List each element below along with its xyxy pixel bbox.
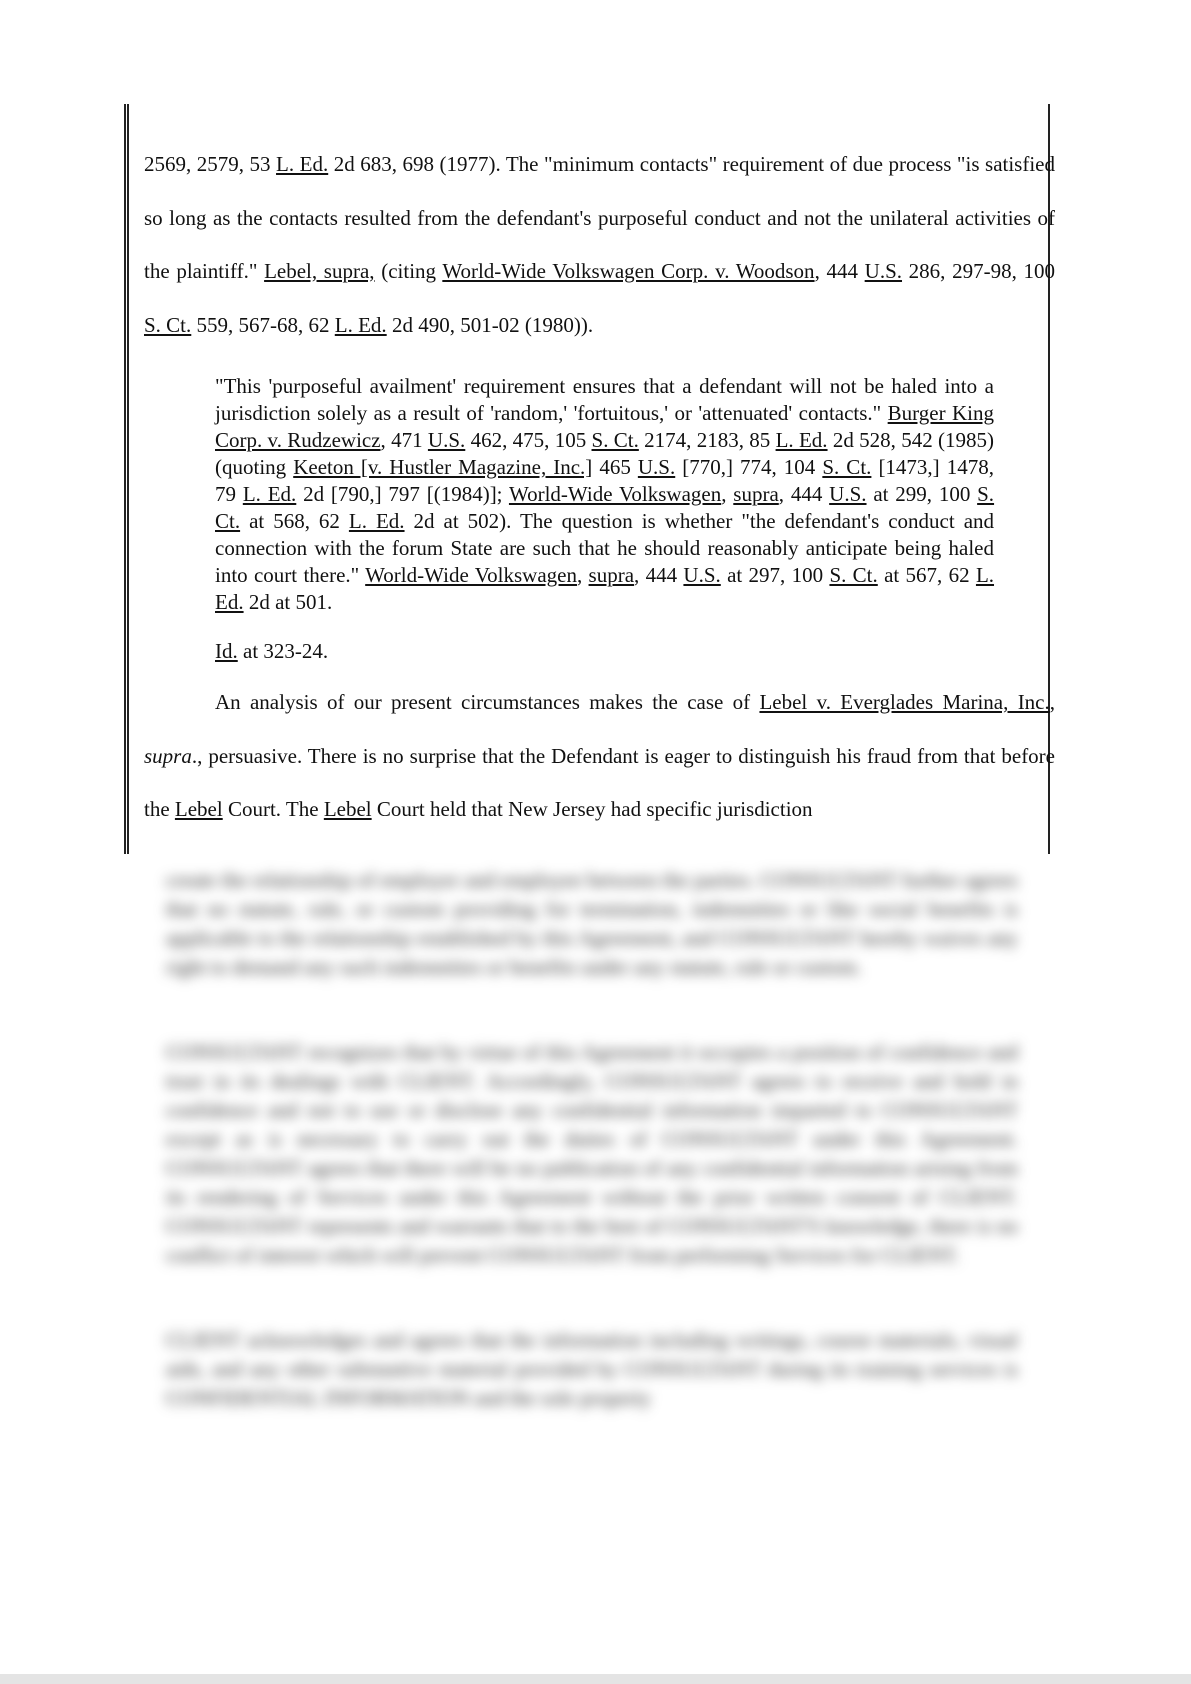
text-run: at 567, 62	[877, 563, 976, 587]
text-run: , 444	[778, 482, 830, 506]
text-run: , 444	[634, 563, 684, 587]
text-run: ,	[721, 482, 734, 506]
text-run: 2d 683, 698 (1977). The "minimum contacts" requirement of due process "is satisfied so long as the contacts resulted from the defendant's purposeful conduct and not the unilateral activities of the plaintiff."	[144, 152, 1056, 283]
citation-link[interactable]: Keeton [v. Hustler Magazine, Inc.]	[293, 455, 593, 479]
legal-excerpt	[124, 104, 1056, 854]
text-run: at 323-24.	[237, 639, 329, 663]
paragraph-lebel-analysis	[144, 676, 1055, 837]
citation-link[interactable]: U.S.	[864, 259, 903, 283]
citation-link[interactable]: L. Ed.	[334, 312, 387, 337]
citation-link[interactable]: U.S.	[427, 428, 466, 452]
citation-link[interactable]: S. Ct.	[822, 455, 872, 479]
text-run-italic: supra	[144, 743, 192, 768]
text-run: , 471	[380, 428, 428, 452]
text-run: ,	[576, 563, 589, 587]
citation-link[interactable]: Burger King Corp. v. Rudzewicz	[215, 401, 994, 452]
block-quote	[215, 373, 994, 616]
citation-link[interactable]: S. Ct.	[215, 482, 995, 533]
text-run: 286, 297-98, 100	[902, 259, 1056, 283]
citation-link[interactable]: L. Ed.	[348, 509, 405, 533]
citation-link[interactable]: L. Ed.	[215, 563, 995, 614]
citation-link[interactable]: L. Ed.	[276, 152, 329, 176]
paragraph-minimum-contacts	[144, 138, 1055, 352]
text-run: Court held that New Jersey had specific jurisdiction	[371, 797, 813, 821]
citation-link[interactable]: World-Wide Volkswagen	[508, 482, 722, 506]
citation-link[interactable]: Lebel	[174, 797, 223, 821]
citation-link[interactable]: World-Wide Volkswagen Corp. v. Woodson	[442, 259, 815, 283]
id-citation	[215, 638, 1055, 665]
text-run: "This 'purposeful availment' requirement ensures that a defendant will not be haled into a jurisdiction solely as a result of 'random,' 'fortuitous,' or 'attenuated' contacts."	[215, 374, 994, 425]
text-run: ., persuasive. There is no surprise that the Defendant is eager to distinguish his fraud from that before the	[144, 743, 1055, 821]
text-run: 2d [790,] 797 [(1984)];	[296, 482, 509, 506]
citation-link[interactable]: S. Ct.	[144, 312, 192, 337]
blurred-paragraph: create the relationship of employer and employee between the parties. CONSULTANT further agrees that no statute, rule, or custom providing for termination, indemnities or like social benefits is applicable to the relationship established by this Agreement, and CONSULTANT hereby waives any right to demand any such indemnities or benefits under any statute, rule or custom.	[166, 868, 1018, 979]
text-run: [1473,] 1478, 79	[215, 455, 994, 506]
text-run: ,	[1049, 690, 1056, 714]
text-run: 2d at 502). The question is whether "the defendant's conduct and connection with the forum State are such that he should reasonably anticipate being haled into court there."	[215, 509, 995, 587]
page-bottom-edge	[0, 1674, 1191, 1684]
blurred-preview-text	[166, 866, 1018, 1469]
text-run: Court. The	[222, 797, 324, 821]
text-run: 465	[592, 455, 638, 479]
text-run: at 568, 62	[240, 509, 349, 533]
text-run: 2d 490, 501-02 (1980)).	[386, 312, 594, 337]
citation-link[interactable]: supra	[733, 482, 779, 506]
text-run: 559, 567-68, 62	[191, 312, 335, 337]
citation-link[interactable]: U.S.	[683, 563, 721, 587]
text-run: 2174, 2183, 85	[638, 428, 776, 452]
citation-link[interactable]: Lebel v. Everglades Marina, Inc.	[759, 690, 1050, 714]
citation-link[interactable]: U.S.	[829, 482, 867, 506]
text-run: 2d at 501.	[243, 590, 333, 614]
citation-link[interactable]: supra	[588, 563, 635, 587]
text-run: 462, 475, 105	[465, 428, 592, 452]
blurred-paragraph: CLIENT acknowledges and agrees that the information including writings, course materials, visual aids, and any other substantive material provided by CONSULTANT during its training services is CONFIDENTIAL INFORMATION and the sole property	[166, 1328, 1018, 1410]
citation-link[interactable]: U.S.	[637, 455, 676, 479]
citation-link[interactable]: L. Ed.	[775, 428, 828, 452]
blurred-paragraph: CONSULTANT recognizes that by virtue of this Agreement it occupies a position of confidence and trust in its dealings with CLIENT. Accordingly, CONSULTANT agrees to receive and hold in confidence and not to use or disclose any confidential information imparted to CONSULTANT except as is necessary to carry out the duties of CONSULTANT under this Agreement. CONSULTANT agrees that there will be no publication of any confidential information arising from its rendering of Services under this Agreement without the prior written consent of CLIENT. CONSULTANT represents and warrants that to the best of CONSULTANT'S knowledge, there is no conflict of interest which will prevent CONSULTANT from performing Services for CLIENT.	[166, 1040, 1018, 1267]
text-run: at 297, 100	[720, 563, 830, 587]
text-run: [770,] 774, 104	[675, 455, 823, 479]
citation-link[interactable]: Lebel, supra,	[264, 259, 375, 283]
excerpt-body	[144, 138, 1055, 837]
citation-link[interactable]: Lebel	[323, 797, 372, 821]
text-run: 2569, 2579, 53	[144, 152, 277, 176]
text-run: at 299, 100	[866, 482, 978, 506]
text-run: An analysis of our present circumstances makes the case of	[215, 690, 760, 714]
citation-link[interactable]: World-Wide Volkswagen	[365, 563, 577, 587]
citation-link[interactable]: L. Ed.	[242, 482, 297, 506]
text-run: (citing	[374, 259, 443, 283]
citation-link[interactable]: S. Ct.	[591, 428, 639, 452]
text-run: , 444	[814, 259, 865, 283]
text-run: 2d 528, 542 (1985) (quoting	[215, 428, 995, 479]
citation-link[interactable]: S. Ct.	[829, 563, 878, 587]
citation-link[interactable]: Id.	[215, 639, 238, 663]
